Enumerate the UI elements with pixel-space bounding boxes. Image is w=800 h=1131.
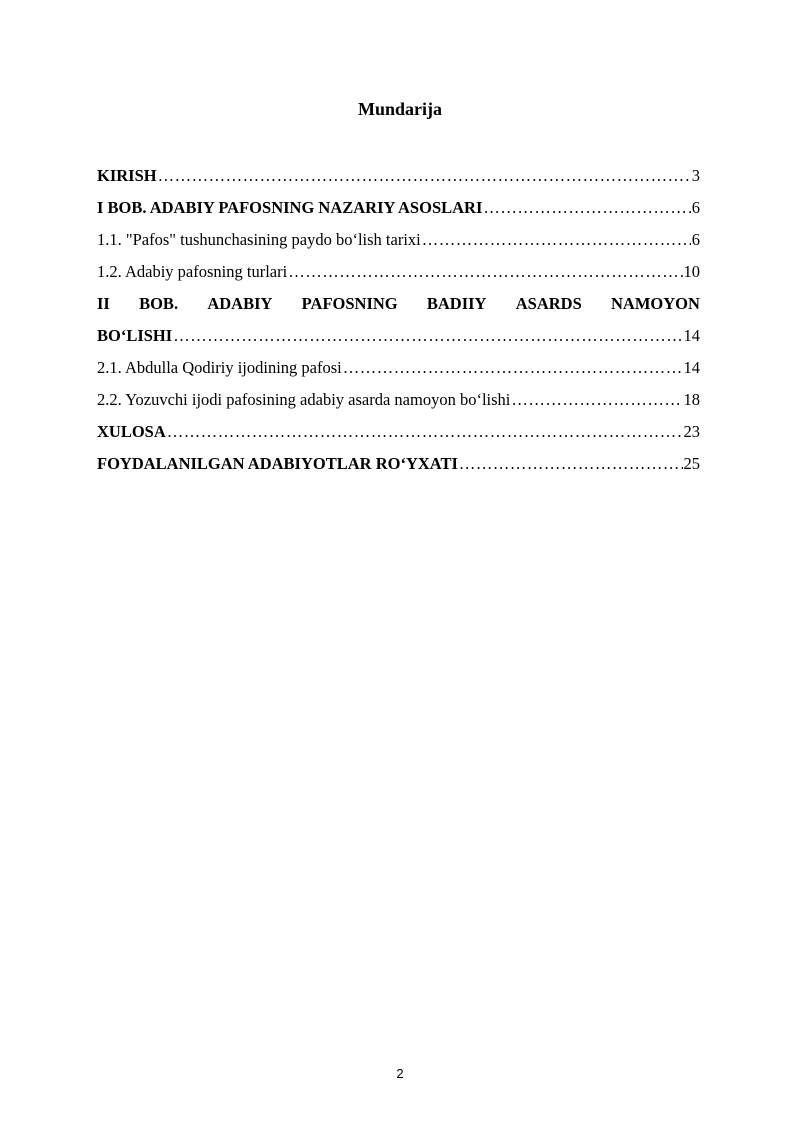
toc-entry-page: 6	[691, 198, 700, 217]
toc-entry-xulosa	[97, 416, 700, 448]
toc-entry-text: XULOSA	[97, 422, 166, 441]
toc-entry-text: 2.2. Yozuvchi ijodi pafosining adabiy asarda namoyon bo‘lishi	[97, 390, 511, 409]
toc-entry-section-1-1	[97, 224, 700, 256]
heading-word: ASARDS	[515, 294, 582, 313]
dot-leader	[422, 224, 691, 256]
dot-leader	[167, 416, 683, 448]
toc-entry-page: 6	[691, 230, 700, 249]
toc-entry-kirish	[97, 160, 700, 192]
dot-leader	[459, 448, 683, 480]
heading-word: ADABIY	[207, 294, 273, 313]
toc-entry-page: 25	[683, 454, 700, 473]
dot-leader	[343, 352, 683, 384]
dot-leader	[173, 320, 682, 352]
toc-entry-page: 14	[683, 326, 700, 345]
toc-entry-text: FOYDALANILGAN ADABIYOTLAR RO‘YXATI	[97, 454, 458, 473]
toc-entry-chapter-2-heading	[97, 288, 700, 320]
toc-entry-section-2-2	[97, 384, 700, 416]
page-number: 2	[396, 1066, 404, 1081]
heading-word: NAMOYON	[611, 294, 700, 313]
toc-entry-text: KIRISH	[97, 166, 157, 185]
heading-word: BADIIY	[426, 294, 487, 313]
table-of-contents	[97, 160, 700, 480]
heading-word: PAFOSNING	[301, 294, 398, 313]
toc-entry-section-2-1	[97, 352, 700, 384]
toc-entry-chapter-2	[97, 320, 700, 352]
toc-entry-page: 23	[683, 422, 700, 441]
toc-entry-section-1-2	[97, 256, 700, 288]
heading-word: II	[97, 294, 110, 313]
toc-entry-page: 14	[683, 358, 700, 377]
dot-leader	[483, 192, 690, 224]
dot-leader	[158, 160, 691, 192]
toc-entry-chapter-1	[97, 192, 700, 224]
heading-word: BOB.	[139, 294, 179, 313]
toc-entry-page: 3	[691, 166, 700, 185]
dot-leader	[288, 256, 682, 288]
toc-entry-text: 1.1. "Pafos" tushunchasining paydo bo‘lish tarixi	[97, 230, 421, 249]
toc-entry-bibliography	[97, 448, 700, 480]
toc-entry-page: 18	[683, 390, 700, 409]
toc-entry-page: 10	[683, 262, 700, 281]
toc-entry-text: 2.1. Abdulla Qodiriy ijodining pafosi	[97, 358, 342, 377]
page-title: Mundarija	[357, 99, 442, 119]
toc-entry-text: 1.2. Adabiy pafosning turlari	[97, 262, 288, 281]
toc-entry-text: I BOB. ADABIY PAFOSNING NAZARIY ASOSLARI	[97, 198, 483, 217]
toc-entry-text: BO‘LISHI	[97, 326, 173, 345]
dot-leader	[511, 384, 682, 416]
